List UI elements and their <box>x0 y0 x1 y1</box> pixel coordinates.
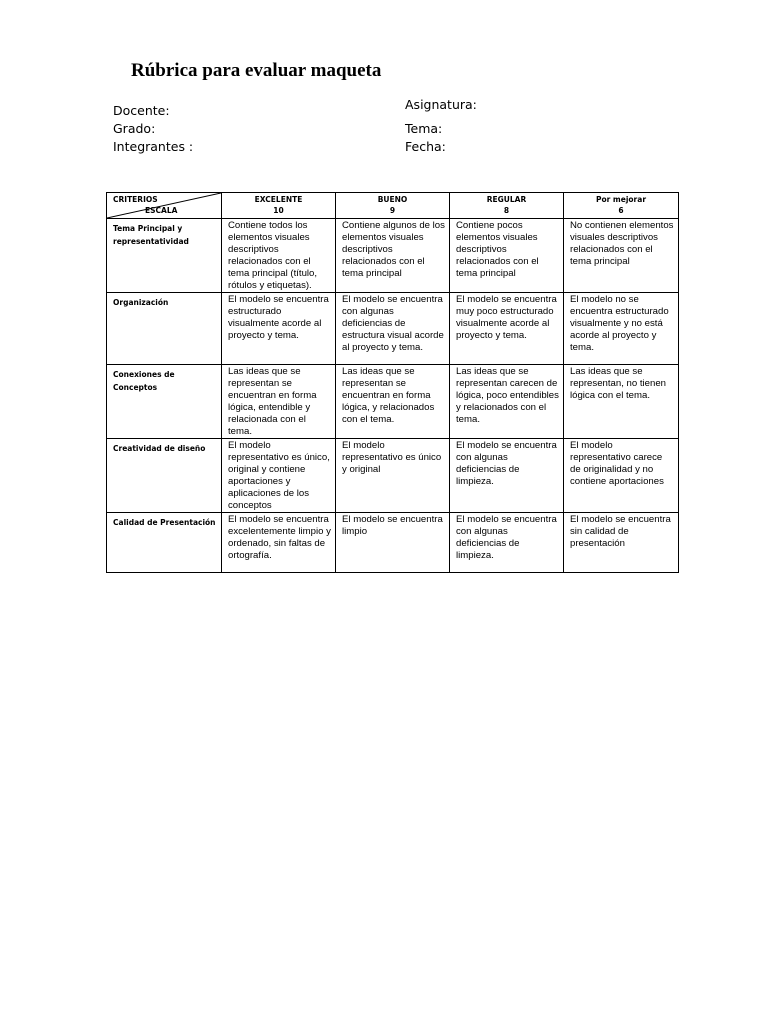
level-header-excelente <box>222 193 336 219</box>
document-title: Rúbrica para evaluar maqueta <box>131 60 382 81</box>
header-row <box>107 193 679 219</box>
descriptor-cell: Contiene todos los elementos visuales descriptivos relacionados con el tema principal (título, rótulos y etiquetas). <box>222 219 336 293</box>
criterion-cell: Organización <box>107 293 222 365</box>
descriptor-cell: Las ideas que se representan se encuentran en forma lógica, entendible y relacionada con el tema. <box>222 365 336 439</box>
descriptor-cell: El modelo se encuentra con algunas deficiencias de limpieza. <box>450 439 564 513</box>
level-header-bueno <box>336 193 450 219</box>
docente-label: Docente: <box>113 103 170 118</box>
descriptor-cell: El modelo se encuentra sin calidad de presentación <box>564 513 679 573</box>
level-name: REGULAR <box>486 195 527 204</box>
table-row <box>107 365 679 439</box>
criterion-cell: Tema Principal y representatividad <box>107 219 222 293</box>
criterios-escala-header <box>107 193 222 219</box>
descriptor-cell: Las ideas que se representan, no tienen lógica con el tema. <box>564 365 679 439</box>
level-score: 9 <box>389 206 396 215</box>
table-row <box>107 219 679 293</box>
descriptor-cell: El modelo se encuentra limpio <box>336 513 450 573</box>
level-name: EXCELENTE <box>254 195 303 204</box>
level-header-regular <box>450 193 564 219</box>
descriptor-cell: Contiene algunos de los elementos visuales descriptivos relacionados con el tema principal <box>336 219 450 293</box>
level-name: Por mejorar <box>595 195 647 204</box>
descriptor-cell: El modelo representativo es único, original y contiene aportaciones y aplicaciones de los conceptos <box>222 439 336 513</box>
meta-right-block <box>405 96 477 156</box>
criterion-cell: Conexiones de Conceptos <box>107 365 222 439</box>
level-score: 8 <box>503 206 510 215</box>
table-row <box>107 439 679 513</box>
descriptor-cell: Las ideas que se representan se encuentran en forma lógica, y relacionados con el tema. <box>336 365 450 439</box>
fecha-label: Fecha: <box>405 139 446 154</box>
descriptor-cell: El modelo se encuentra muy poco estructurado visualmente acorde al proyecto y tema. <box>450 293 564 365</box>
escala-label: ESCALA <box>145 206 178 215</box>
descriptor-cell: Las ideas que se representan carecen de lógica, poco entendibles y relacionados con el tema. <box>450 365 564 439</box>
tema-label: Tema: <box>405 121 443 136</box>
descriptor-cell: El modelo se encuentra con algunas deficiencias de estructura visual acorde al proyecto y tema. <box>336 293 450 365</box>
descriptor-cell: Contiene pocos elementos visuales descriptivos relacionados con el tema principal <box>450 219 564 293</box>
level-score: 6 <box>618 206 624 215</box>
grado-label: Grado: <box>113 121 156 136</box>
descriptor-cell: El modelo se encuentra excelentemente limpio y ordenado, sin faltas de ortografía. <box>222 513 336 573</box>
descriptor-cell: El modelo se encuentra estructurado visualmente acorde al proyecto y tema. <box>222 293 336 365</box>
asignatura-label: Asignatura: <box>405 97 477 112</box>
integrantes-label: Integrantes : <box>113 139 194 154</box>
criterion-cell: Calidad de Presentación <box>107 513 222 573</box>
descriptor-cell: El modelo se encuentra con algunas deficiencias de limpieza. <box>450 513 564 573</box>
descriptor-cell: No contienen elementos visuales descriptivos relacionados con el tema principal <box>564 219 679 293</box>
criterios-label: CRITERIOS <box>113 195 158 204</box>
descriptor-cell: El modelo representativo carece de originalidad y no contiene aportaciones <box>564 439 679 513</box>
meta-left-block <box>113 102 193 156</box>
table-row <box>107 293 679 365</box>
table-row <box>107 513 679 573</box>
level-score: 10 <box>273 206 284 215</box>
rubric-table <box>106 192 679 573</box>
descriptor-cell: El modelo representativo es único y original <box>336 439 450 513</box>
criterion-cell: Creatividad de diseño <box>107 439 222 513</box>
descriptor-cell: El modelo no se encuentra estructurado visualmente y no está acorde al proyecto y tema. <box>564 293 679 365</box>
level-name: BUENO <box>377 195 408 204</box>
level-header-por-mejorar <box>564 193 679 219</box>
